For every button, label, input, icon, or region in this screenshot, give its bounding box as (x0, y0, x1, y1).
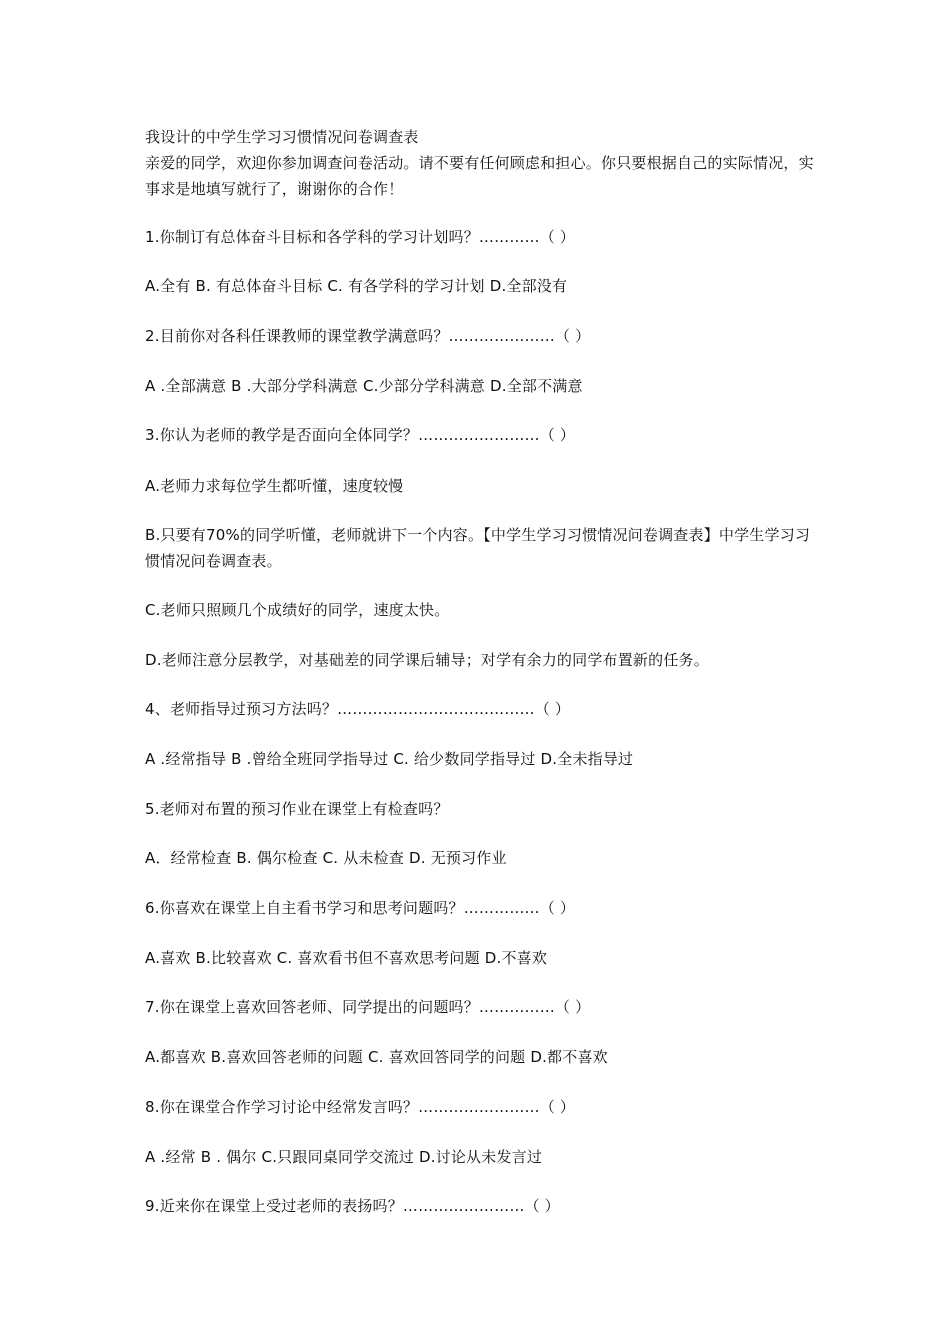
document-title: 我设计的中学生学习习惯情况问卷调查表 (145, 128, 419, 146)
question-1-options: A.全有 B. 有总体奋斗目标 C. 有各学科的学习计划 D.全部没有 (145, 277, 568, 295)
question-6: 6.你喜欢在课堂上自主看书学习和思考问题吗？……………（ ） (145, 899, 576, 917)
question-8-options: A .经常 B . 偶尔 C.只跟同桌同学交流过 D.讨论从未发言过 (145, 1148, 543, 1166)
question-9: 9.近来你在课堂上受过老师的表扬吗？……………………（ ） (145, 1197, 560, 1215)
question-7: 7.你在课堂上喜欢回答老师、同学提出的问题吗？……………（ ） (145, 998, 591, 1016)
question-3-option-d: D.老师注意分层教学，对基础差的同学课后辅导；对学有余力的同学布置新的任务。 (145, 651, 709, 669)
question-6-options: A.喜欢 B.比较喜欢 C. 喜欢看书但不喜欢思考问题 D.不喜欢 (145, 949, 548, 967)
question-3-option-b: B.只要有70%的同学听懂，老师就讲下一个内容。【中学生学习习惯情况问卷调查表】中学生学习习惯情况问卷调查表。 (145, 526, 811, 570)
intro-paragraph: 亲爱的同学，欢迎你参加调查问卷活动。请不要有任何顾虑和担心。你只要根据自己的实际情况，实事求是地填写就行了，谢谢你的合作！ (145, 154, 814, 198)
question-1: 1.你制订有总体奋斗目标和各学科的学习计划吗？…………（ ） (145, 228, 576, 246)
question-4: 4、老师指导过预习方法吗？…………………………………（ ） (145, 700, 571, 718)
question-3: 3.你认为老师的教学是否面向全体同学？……………………（ ） (145, 426, 576, 444)
question-3-option-a: A.老师力求每位学生都听懂，速度较慢 (145, 477, 404, 495)
question-2: 2.目前你对各科任课教师的课堂教学满意吗？…………………（ ） (145, 327, 591, 345)
question-8: 8.你在课堂合作学习讨论中经常发言吗？……………………（ ） (145, 1098, 576, 1116)
question-5: 5.老师对布置的预习作业在课堂上有检查吗？ (145, 800, 449, 818)
question-2-options: A .全部满意 B .大部分学科满意 C.少部分学科满意 D.全部不满意 (145, 377, 583, 395)
question-3-option-c: C.老师只照顾几个成绩好的同学，速度太快。 (145, 601, 450, 619)
question-5-options: A．经常检查 B. 偶尔检查 C. 从未检查 D. 无预习作业 (145, 849, 507, 867)
question-4-options: A .经常指导 B .曾给全班同学指导过 C. 给少数同学指导过 D.全未指导过 (145, 750, 634, 768)
question-7-options: A.都喜欢 B.喜欢回答老师的问题 C. 喜欢回答同学的问题 D.都不喜欢 (145, 1048, 608, 1066)
